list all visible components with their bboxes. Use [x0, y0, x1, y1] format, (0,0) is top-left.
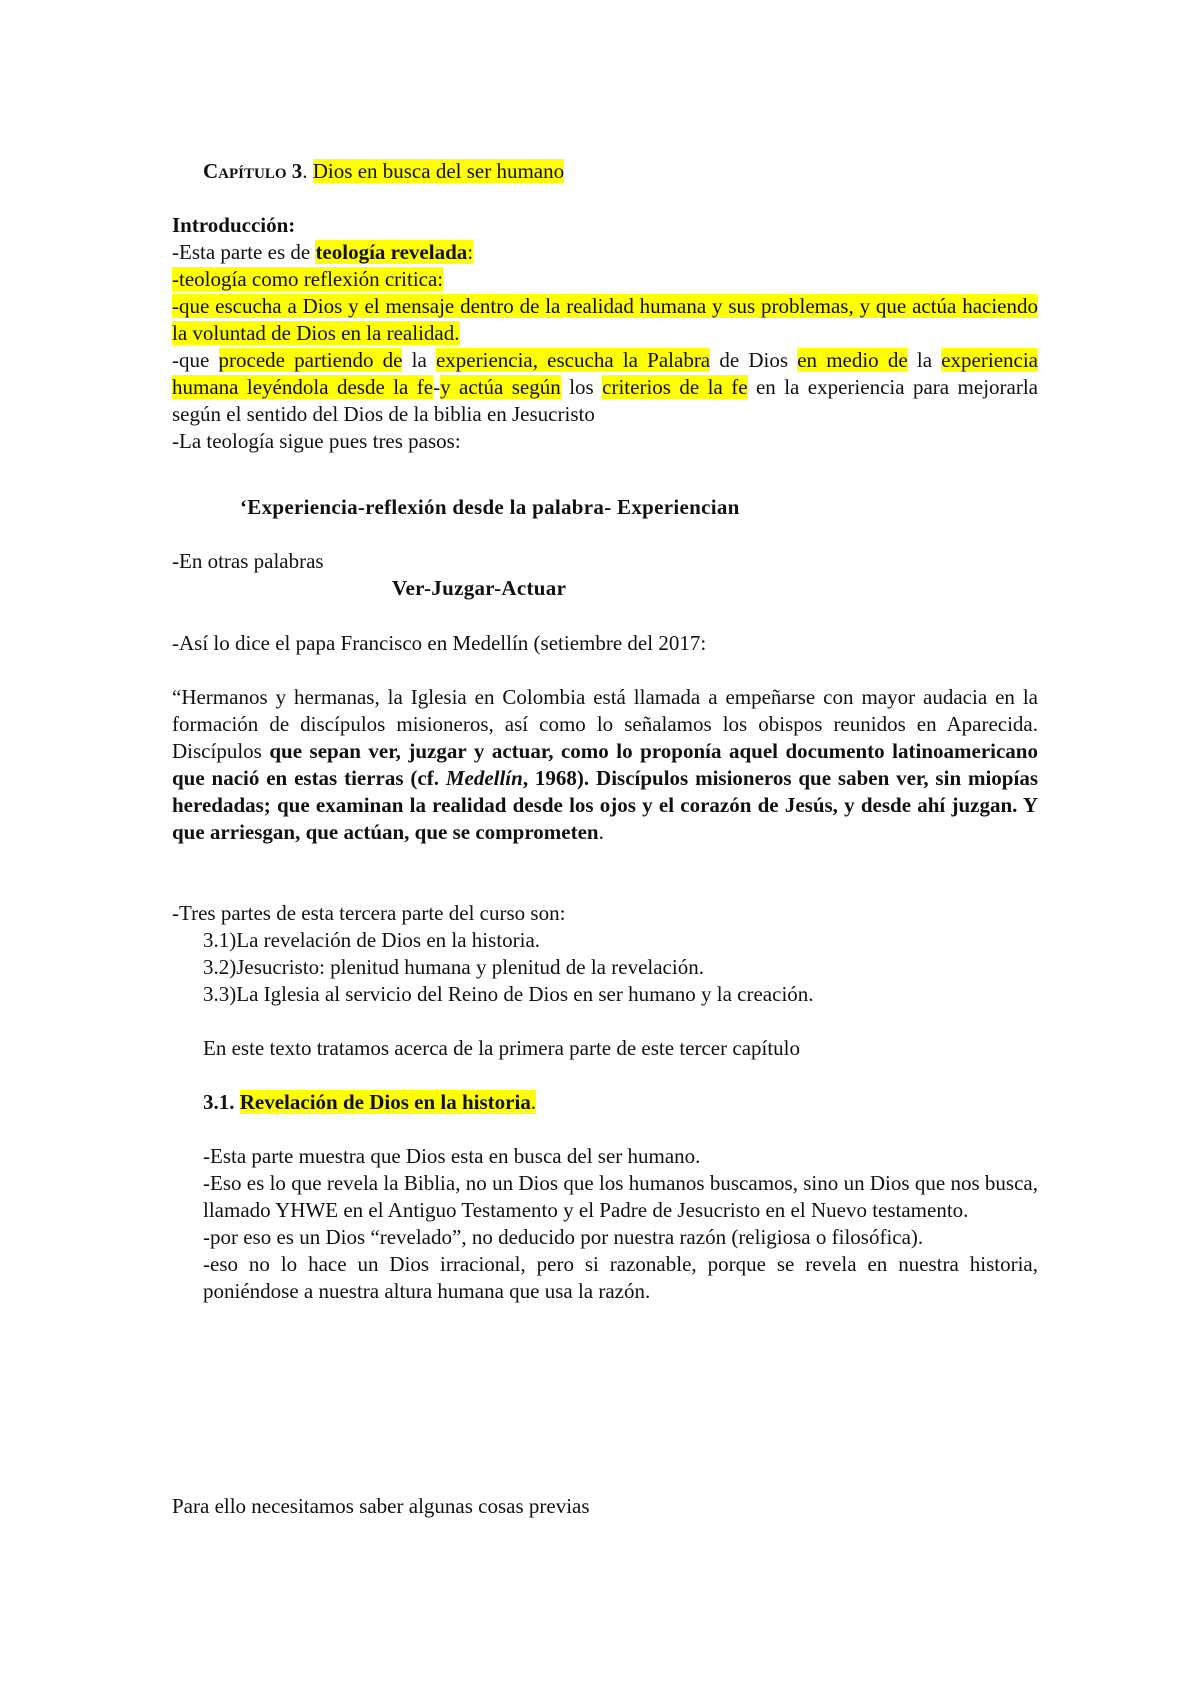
section-line-4: -eso no lo hace un Dios irracional, pero si razonable, porque se revela en nuestra historia, poniéndose a nuestra altura humana que usa la razón. — [203, 1252, 1038, 1303]
intro-line-4-a: -que — [172, 348, 219, 372]
chapter-title — [203, 158, 1069, 185]
section-body — [203, 1143, 1038, 1305]
list-item: 3.2)Jesucristo: plenitud humana y plenitud de la revelación. — [203, 955, 704, 979]
parts-note: En este texto tratamos acerca de la primera parte de este tercer capítulo — [203, 1036, 801, 1060]
quote-part-c: Medellín — [445, 766, 523, 790]
section-title-end: . — [530, 1090, 537, 1114]
quote-part-b: que sepan ver, juzgar y actuar, como lo proponía aquel documento latinoamericano que nació en estas tierras (cf. — [172, 739, 1038, 790]
francis-quote — [172, 684, 1038, 846]
introduction — [172, 212, 1038, 455]
intro-line-4-m: en la experiencia para mejorarla según el sentido del Dios de la biblia en Jesucristo — [172, 375, 1039, 426]
intro-line-4-l: criterios de la fe — [602, 375, 748, 399]
other-words: -En otras palabras — [172, 549, 324, 573]
section-line-2: -Eso es lo que revela la Biblia, no un Dios que los humanos buscamos, sino un Dios que nos busca, llamado YHWE en el Antiguo Testamento y el Padre de Jesucristo en el Nuevo testamento. — [203, 1171, 1038, 1222]
intro-heading: Introducción: — [172, 213, 296, 237]
intro-line-4-k: los — [560, 375, 603, 399]
chapter-separator: . — [302, 159, 313, 183]
list-item: 3.3)La Iglesia al servicio del Reino de Dios en ser humano y la creación. — [203, 982, 814, 1006]
section-title: Revelación de Dios en la historia — [239, 1090, 531, 1114]
intro-line-4-i: - — [433, 375, 441, 399]
parts-intro: -Tres partes de esta tercera parte del curso son: — [172, 901, 566, 925]
intro-line-4-f: en medio de — [797, 348, 908, 372]
intro-line-1-post: : — [467, 240, 474, 264]
quote-part-d: , 1968). Discípulos misioneros que saben ver, sin miopías heredadas; que examinan la realidad desde los ojos y el corazón de Jesús, y desde ahí juzgan. Y que arriesgan, que actúan, que se comprometen — [172, 766, 1038, 844]
section-line-3: -por eso es un Dios “revelado”, no deducido por nuestra razón (religiosa o filosófica). — [203, 1225, 924, 1249]
intro-line-3: -que escucha a Dios y el mensaje dentro de la realidad humana y sus problemas, y que actúa haciendo la voluntad de Dios en la realidad. — [172, 294, 1038, 345]
section-heading — [203, 1089, 1038, 1116]
ver-juzgar-actuar: Ver-Juzgar-Actuar — [392, 576, 567, 600]
intro-line-4-b: procede partiendo de — [218, 348, 403, 372]
intro-line-1-bold: teología revelada — [315, 240, 468, 264]
quote-part-e: . — [598, 820, 604, 844]
intro-line-4-h: experiencia humana leyéndola desde la fe — [172, 348, 1038, 399]
intro-line-4 — [172, 347, 1038, 428]
intro-line-4-g: la — [907, 348, 942, 372]
chapter-label: Capítulo 3 — [203, 159, 303, 183]
list-item: 3.1)La revelación de Dios en la historia. — [203, 928, 541, 952]
francis-intro: -Así lo dice el papa Francisco en Medellín (setiembre del 2017: — [172, 631, 707, 655]
intro-line-1 — [172, 239, 1038, 266]
three-steps: ‘Experiencia-reflexión desde la palabra- Experiencian — [240, 495, 740, 519]
intro-line-4-j: y actúa según — [440, 375, 561, 399]
intro-line-4-d: experiencia, escucha la Palabra — [435, 348, 711, 372]
chapter-title-text: Dios en busca del ser humano — [312, 159, 565, 183]
quote-part-a: “Hermanos y hermanas, la Iglesia en Colombia está llamada a empeñarse con mayor audacia en la formación de discípulos misioneros, así como lo señalamos los obispos reunidos en Aparecida. Discípulos — [172, 685, 1038, 763]
intro-line-4-c: la — [402, 348, 436, 372]
intro-line-2: -teología como reflexión critica: — [172, 267, 444, 291]
intro-line-1-pre: -Esta parte es de — [172, 240, 316, 264]
parts-list — [203, 927, 1038, 1008]
intro-line-4-e: de Dios — [710, 348, 798, 372]
closing-line: Para ello necesitamos saber algunas cosas previas — [172, 1494, 590, 1518]
intro-line-5: -La teología sigue pues tres pasos: — [172, 429, 461, 453]
section-line-1: -Esta parte muestra que Dios esta en busca del ser humano. — [203, 1144, 701, 1168]
section-number: 3.1. — [203, 1090, 240, 1114]
